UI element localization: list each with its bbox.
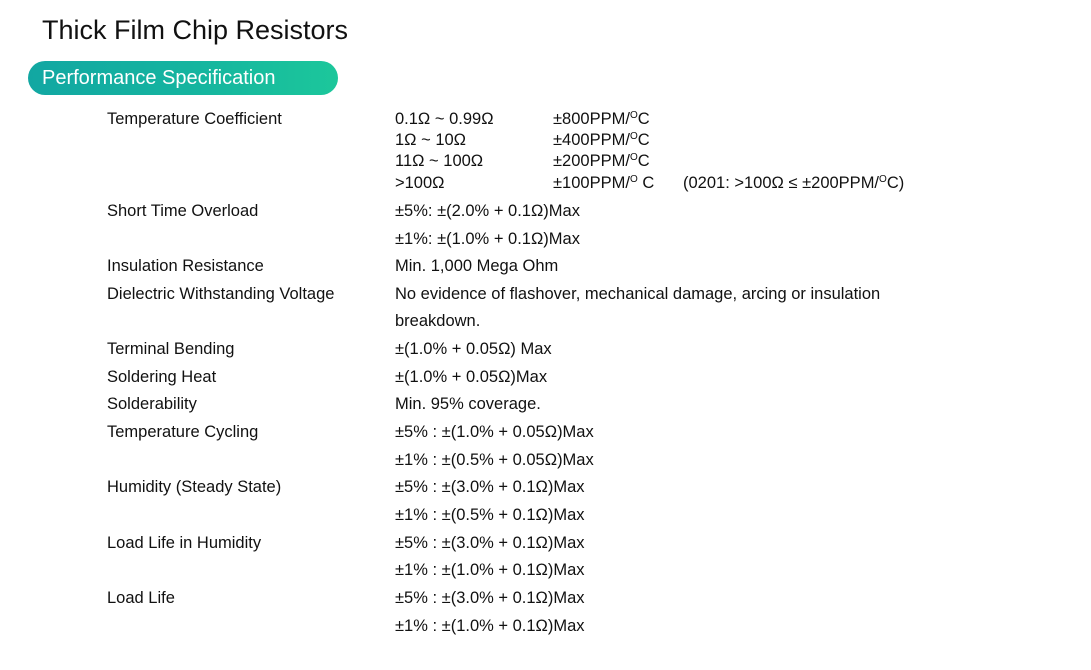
spec-value: ±(1.0% + 0.05Ω) Max <box>395 340 552 358</box>
temperature-coefficient-label: Temperature Coefficient <box>107 110 282 128</box>
spec-value: ±1% : ±(0.5% + 0.1Ω)Max <box>395 506 585 524</box>
insulation-resistance-label: Insulation Resistance <box>107 257 264 275</box>
page-title: Thick Film Chip Resistors <box>42 15 349 45</box>
humidity-steady-state-label: Humidity (Steady State) <box>107 478 282 496</box>
spec-value: ±(1.0% + 0.05Ω)Max <box>395 368 548 386</box>
solderability-label: Solderability <box>107 395 197 413</box>
tc-ppm: ±400PPM/$^O$C <box>553 131 650 149</box>
tc-range: 1Ω ~ 10Ω <box>395 131 467 149</box>
load-life-in-humidity-label: Load Life in Humidity <box>107 534 262 552</box>
spec-value: No evidence of flashover, mechanical damage, arcing or insulation <box>395 285 881 303</box>
section-header-pill: Performance Specification <box>28 61 338 95</box>
tc-ppm: ±800PPM/$^O$C <box>553 110 650 128</box>
tc-range: 0.1Ω ~ 0.99Ω <box>395 110 494 128</box>
load-life-label: Load Life <box>107 589 175 607</box>
spec-value: ±5% : ±(3.0% + 0.1Ω)Max <box>395 534 585 552</box>
spec-value: ±5% : ±(1.0% + 0.05Ω)Max <box>395 423 594 441</box>
tc-range: 11Ω ~ 100Ω <box>395 152 484 170</box>
tc-ppm: ±100PPM/$^O$ C <box>553 174 655 192</box>
short-time-overload-label: Short Time Overload <box>107 202 259 220</box>
spec-value: ±1% : ±(1.0% + 0.1Ω)Max <box>395 561 585 579</box>
spec-value: ±1%: ±(1.0% + 0.1Ω)Max <box>395 230 580 248</box>
tc-range: >100Ω <box>395 174 445 192</box>
soldering-heat-label: Soldering Heat <box>107 368 217 386</box>
spec-value: ±5% : ±(3.0% + 0.1Ω)Max <box>395 589 585 607</box>
spec-value: ±5% : ±(3.0% + 0.1Ω)Max <box>395 478 585 496</box>
temperature-cycling-label: Temperature Cycling <box>107 423 259 441</box>
spec-value: ±1% : ±(1.0% + 0.1Ω)Max <box>395 617 585 635</box>
spec-value: Min. 95% coverage. <box>395 395 541 413</box>
dielectric-withstanding-voltage-label: Dielectric Withstanding Voltage <box>107 285 335 303</box>
spec-value: ±5%: ±(2.0% + 0.1Ω)Max <box>395 202 580 220</box>
spec-value: ±1% : ±(0.5% + 0.05Ω)Max <box>395 451 594 469</box>
tc-0201-note: (0201: >100Ω ≤ ±200PPM/$^O$C) <box>683 174 905 192</box>
spec-value: breakdown. <box>395 312 481 330</box>
terminal-bending-label: Terminal Bending <box>107 340 235 358</box>
spec-value: Min. 1,000 Mega Ohm <box>395 257 559 275</box>
tc-ppm: ±200PPM/$^O$C <box>553 152 650 170</box>
